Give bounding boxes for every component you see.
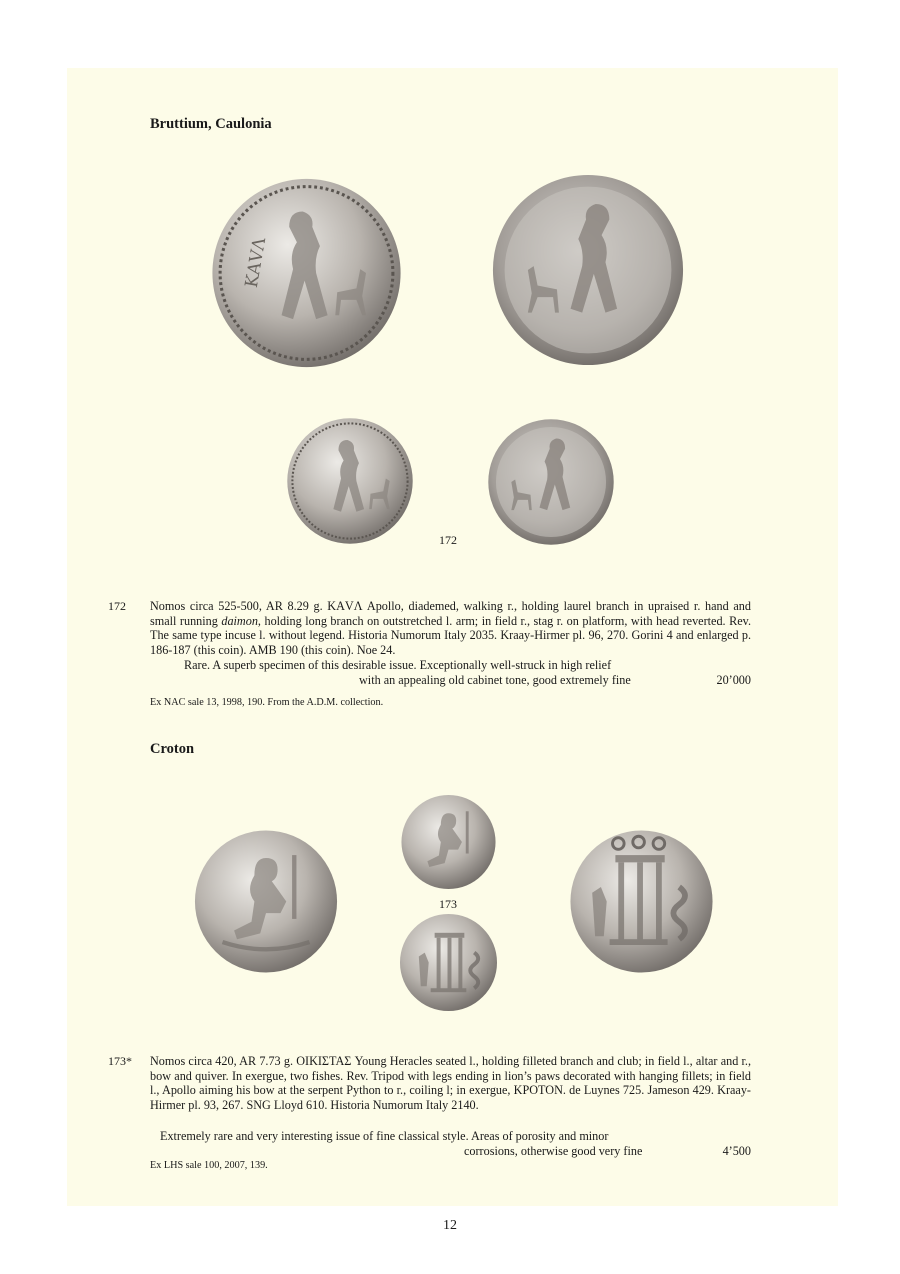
lot-provenance: Ex LHS sale 100, 2007, 139. bbox=[150, 1160, 268, 1171]
lot-number: 173* bbox=[108, 1054, 132, 1068]
coin-173-obverse-small bbox=[400, 794, 497, 890]
section-heading-croton: Croton bbox=[150, 741, 195, 757]
svg-text:ΚΑVΛ: ΚΑVΛ bbox=[241, 236, 271, 290]
coin-173-reverse-large bbox=[567, 829, 716, 974]
section-heading-caulonia: Bruttium, Caulonia bbox=[150, 116, 272, 132]
page-number: 12 bbox=[443, 1218, 457, 1233]
lot-estimate: 20’000 bbox=[716, 673, 751, 687]
lot-grade-line: with an appealing old cabinet tone, good extremely fine bbox=[359, 673, 631, 687]
coin-172-obverse-large bbox=[207, 177, 406, 369]
lot-description: Nomos circa 420, AR 7.73 g. ΟΙΚΙΣΤΑΣ Young Heracles seated l., holding filleted branch and club; in field l., altar and r., bow and quiver. In exergue, two fishes. Rev. Tripod with legs ending in lion’s paws decorated with hanging fillets; in field l., Apollo aiming his bow at the serpent Python to r., coiling l; in exergue, ΚΡΟΤΟΝ. de Luynes 725. Jameson 429. Kraay-Hirmer pl. 93, 267. SNG Lloyd 610. Historia Numorum Italy 2140. bbox=[150, 1054, 751, 1112]
lot-description: Nomos circa 525-500, AR 8.29 g. ΚΑVΛ Apollo, diademed, walking r., holding laurel branch in upraised r. hand and small running daimon, holding long branch on outstretched l. arm; in field r., stag r. on platform, with head reverted. Rev. The same type incuse l. without legend. Historia Numorum Italy 2035. Kraay-Hirmer pl. 96, 270. Gorini 4 and enlarged p. 186-187 (this coin). AMB 190 (this coin). Noe 24. bbox=[150, 599, 751, 657]
coin-173-reverse-small bbox=[399, 913, 498, 1012]
coin-173-obverse-large bbox=[193, 829, 339, 974]
coin-172-reverse-small bbox=[486, 418, 616, 546]
lot-estimate: 4’500 bbox=[722, 1144, 751, 1158]
lot-grade-line: Rare. A superb specimen of this desirable issue. Exceptionally well-struck in high relief bbox=[184, 658, 612, 672]
lot-number: 172 bbox=[108, 599, 126, 613]
coin-caption-173: 173 bbox=[439, 897, 457, 911]
coin-172-obverse-small bbox=[284, 417, 416, 545]
lot-provenance: Ex NAC sale 13, 1998, 190. From the A.D.M. collection. bbox=[150, 697, 384, 708]
coin-172-reverse-large bbox=[490, 173, 686, 367]
lot-grade-line: Extremely rare and very interesting issue of fine classical style. Areas of porosity and minor bbox=[160, 1129, 609, 1143]
lot-grade-line: corrosions, otherwise good very fine bbox=[464, 1144, 643, 1158]
coin-caption-172: 172 bbox=[439, 533, 457, 547]
